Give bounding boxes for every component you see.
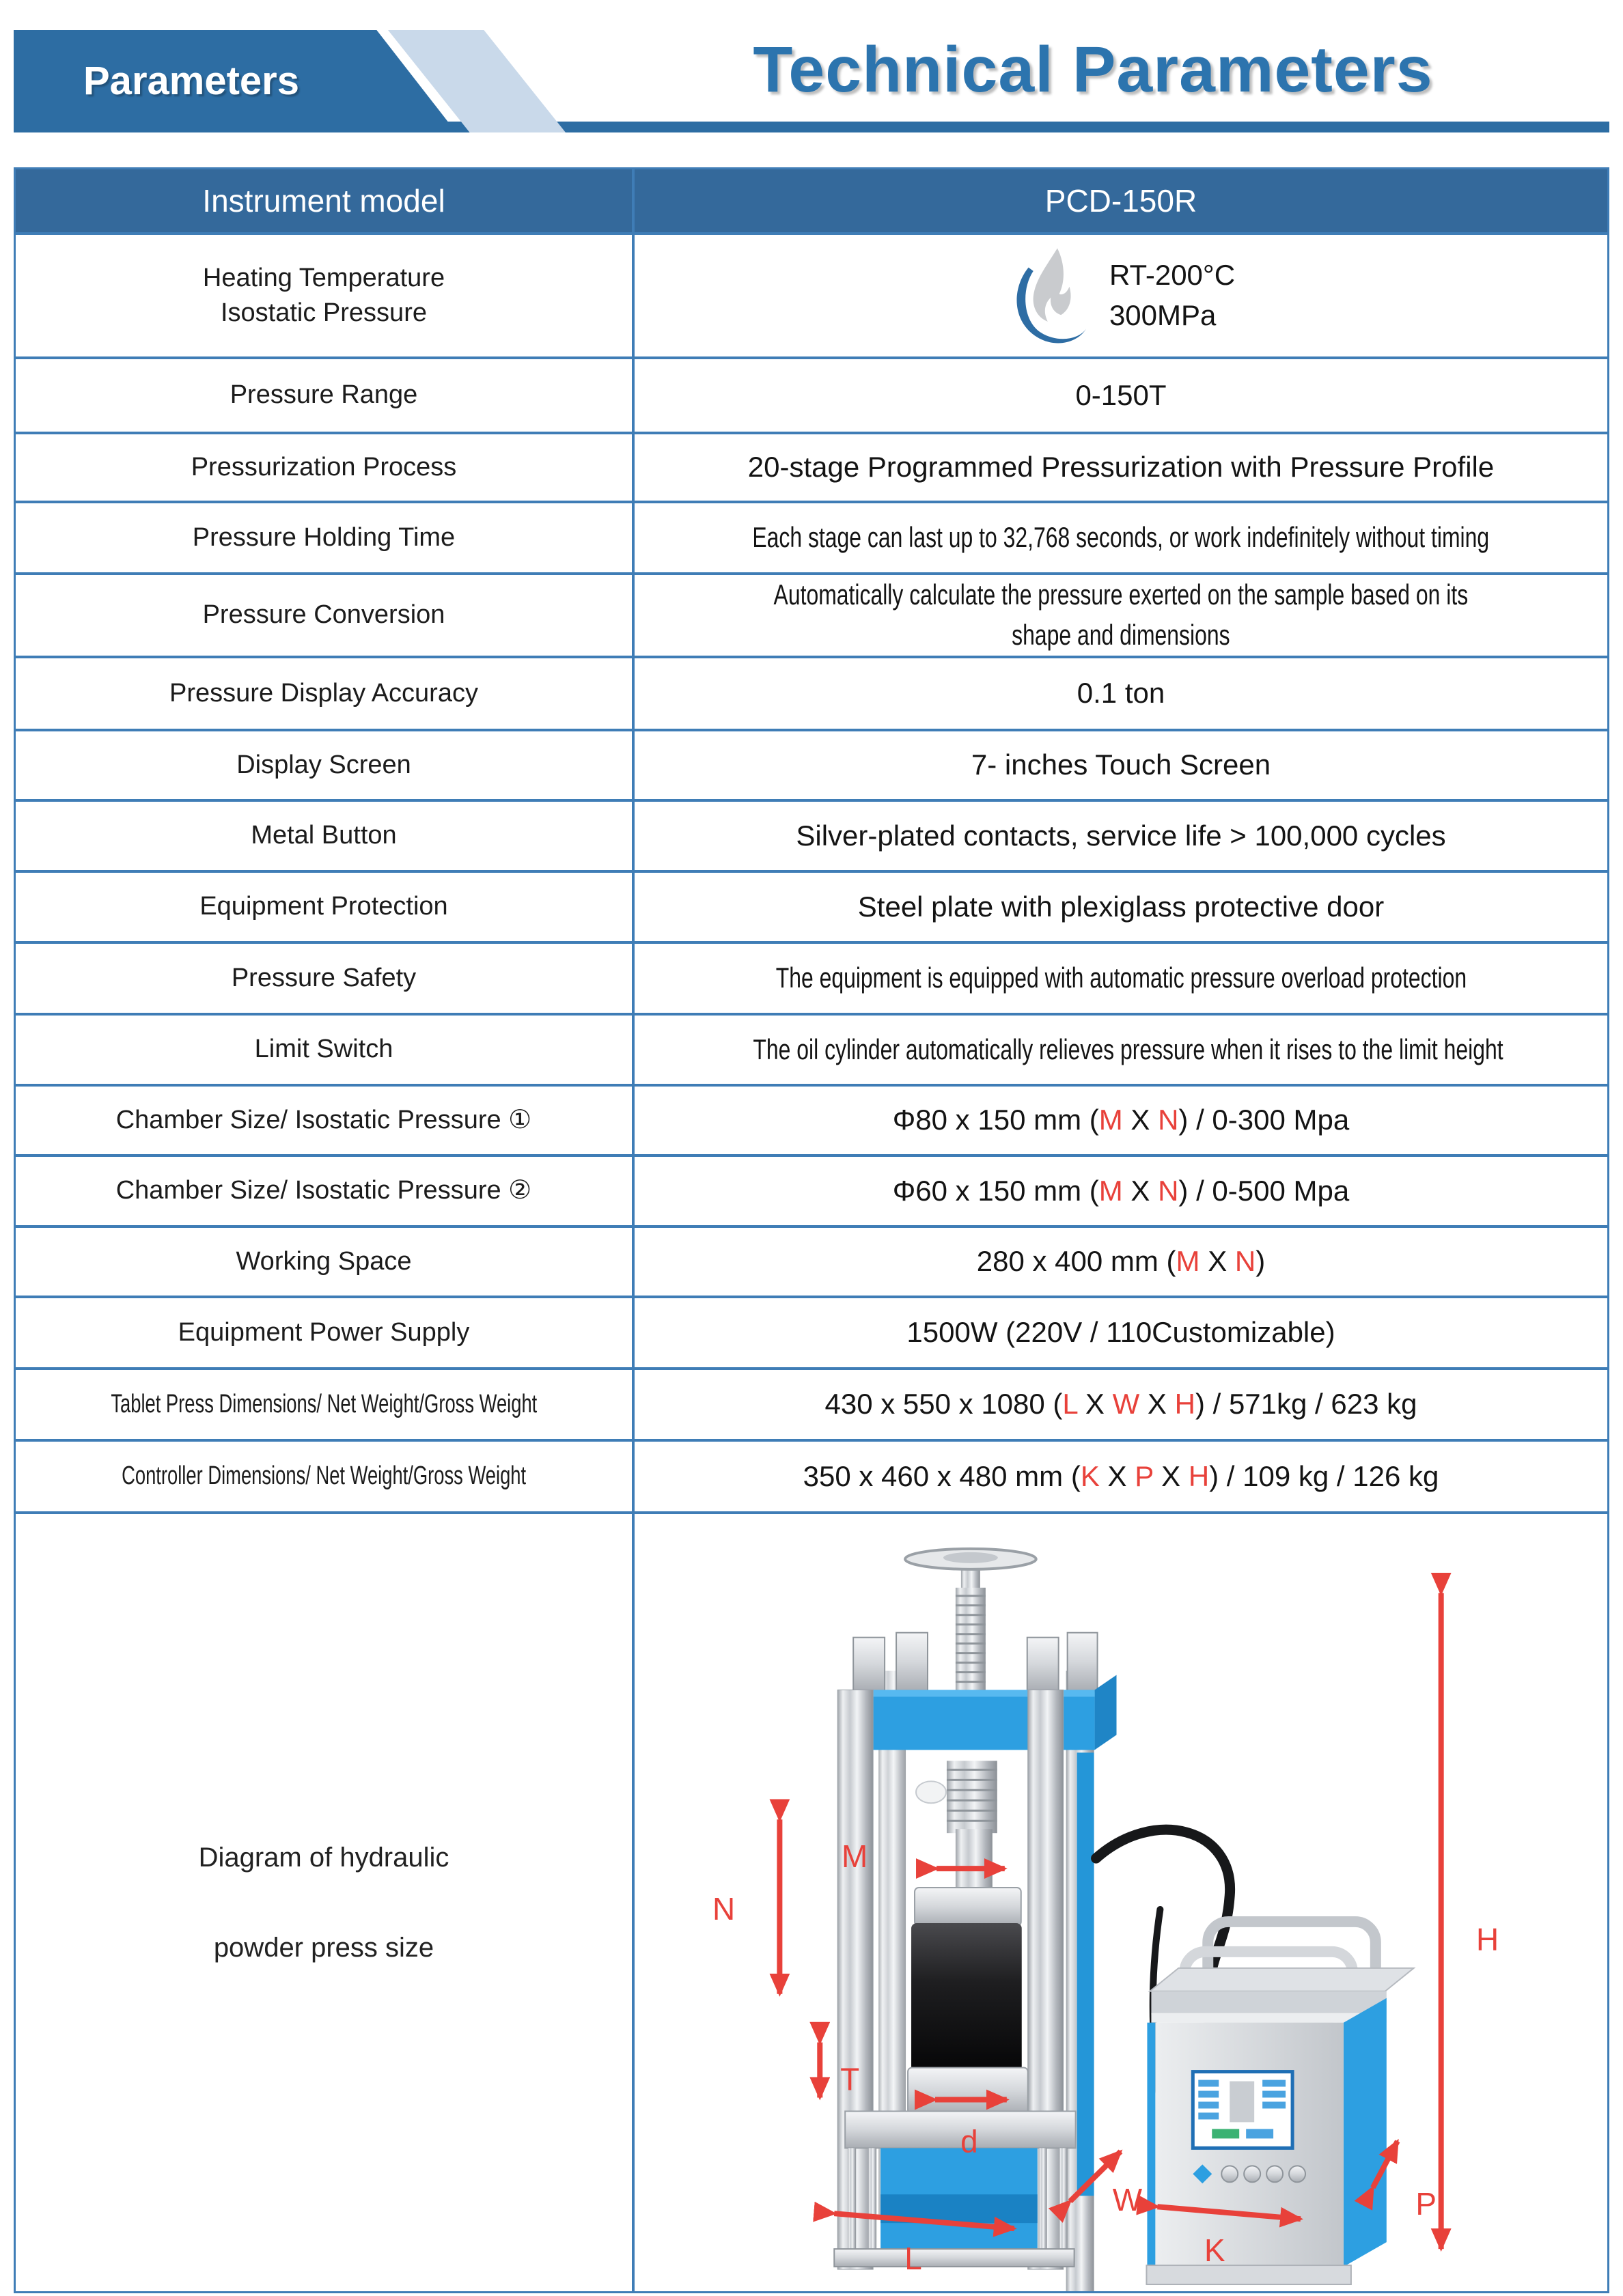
row-label: Pressure Safety bbox=[16, 944, 635, 1013]
row-value: Each stage can last up to 32,768 seconds, or work indefinitely without timing bbox=[752, 521, 1490, 554]
row-label: Working Space bbox=[16, 1228, 635, 1296]
dimension-label-t: T bbox=[840, 2061, 860, 2097]
row-label: Tablet Press Dimensions/ Net Weight/Gross Weight bbox=[16, 1370, 635, 1439]
diagram-label-line2: powder press size bbox=[213, 1933, 434, 1963]
table-row bbox=[16, 572, 1607, 656]
sample-mold bbox=[908, 1923, 1028, 2114]
row-value: 0-150T bbox=[1075, 378, 1167, 411]
row-value: Φ60 x 150 mm (M X N) / 0-500 Mpa bbox=[892, 1174, 1350, 1207]
row-value: The equipment is equipped with automatic pressure overload protection bbox=[775, 962, 1467, 994]
table-row bbox=[16, 356, 1607, 432]
row-label: Pressure Display Accuracy bbox=[16, 658, 635, 729]
row-value: Silver-plated contacts, service life > 100,000 cycles bbox=[796, 819, 1446, 852]
table-row bbox=[16, 1439, 1607, 1511]
row-label: Pressure Range bbox=[16, 359, 635, 432]
row-label: Metal Button bbox=[16, 802, 635, 870]
table-row bbox=[16, 656, 1607, 729]
table-row bbox=[16, 1013, 1607, 1084]
row-label: Chamber Size/ Isostatic Pressure ② bbox=[16, 1157, 635, 1225]
row-value: 0.1 ton bbox=[1077, 677, 1165, 710]
row-label: Pressure Holding Time bbox=[16, 503, 635, 572]
row-label: Equipment Protection bbox=[16, 873, 635, 941]
table-row bbox=[16, 729, 1607, 799]
row-label: Heating Temperature Isostatic Pressure bbox=[16, 235, 635, 356]
row-value: The oil cylinder automatically relieves pressure when it rises to the limit height bbox=[753, 1033, 1503, 1065]
dimension-label-h: H bbox=[1475, 1921, 1499, 1957]
flame-icon bbox=[1007, 244, 1097, 347]
row-value: 7- inches Touch Screen bbox=[971, 748, 1271, 781]
table-row bbox=[16, 1367, 1607, 1439]
diagram-cell bbox=[635, 1514, 1607, 2291]
parameters-table bbox=[14, 167, 1609, 2293]
diagram-label-line1: Diagram of hydraulic bbox=[198, 1843, 449, 1873]
table-row bbox=[16, 432, 1607, 501]
row-label: Pressure Conversion bbox=[16, 575, 635, 656]
controller-side-panel bbox=[1344, 1998, 1387, 2267]
dimension-label-w: W bbox=[1112, 2182, 1143, 2218]
press-rear-blue-panel bbox=[1077, 1752, 1094, 2196]
row-value: RT-200°C 300MPa bbox=[635, 235, 1607, 356]
row-value: 1500W (220V / 110Customizable) bbox=[906, 1316, 1335, 1349]
row-value: 430 x 550 x 1080 (L X W X H) / 571kg / 623 kg bbox=[824, 1388, 1417, 1420]
row-value: 280 x 400 mm (M X N) bbox=[976, 1245, 1266, 1278]
table-row bbox=[16, 501, 1607, 572]
dimension-label-d: d bbox=[960, 2123, 978, 2159]
table-row bbox=[16, 1225, 1607, 1296]
dimension-label-p: P bbox=[1415, 2186, 1437, 2222]
table-row bbox=[16, 1084, 1607, 1154]
table-row bbox=[16, 1154, 1607, 1225]
press-machine bbox=[834, 1549, 1116, 2291]
row-value: Steel plate with plexiglass protective door bbox=[857, 890, 1385, 923]
row-value: Automatically calculate the pressure exerted on the sample based on its shape and dimensions bbox=[773, 578, 1469, 651]
table-row bbox=[16, 232, 1607, 356]
hand-wheel-icon bbox=[905, 1549, 1036, 1591]
row-label: Chamber Size/ Isostatic Pressure ① bbox=[16, 1087, 635, 1154]
diagram-row bbox=[16, 1511, 1607, 2291]
press-size-diagram bbox=[635, 1514, 1607, 2291]
row-value: 20-stage Programmed Pressurization with Pressure Profile bbox=[747, 451, 1495, 484]
row-label: Controller Dimensions/ Net Weight/Gross Weight bbox=[16, 1442, 635, 1511]
table-row bbox=[16, 799, 1607, 870]
controller-base bbox=[1146, 2265, 1350, 2284]
dimension-label-k: K bbox=[1204, 2232, 1225, 2269]
row-label: Pressurization Process bbox=[16, 434, 635, 501]
row-label: Limit Switch bbox=[16, 1016, 635, 1084]
dimension-label-l: L bbox=[904, 2241, 922, 2277]
table-row bbox=[16, 1296, 1607, 1367]
row-value: 350 x 460 x 480 mm (K X P X H) / 109 kg / 126 kg bbox=[803, 1459, 1439, 1492]
row-label: Display Screen bbox=[16, 731, 635, 799]
table-row bbox=[16, 941, 1607, 1013]
ribbon-label: Parameters bbox=[83, 59, 299, 103]
header-label-cell: Instrument model bbox=[16, 169, 635, 232]
row-label: Equipment Power Supply bbox=[16, 1298, 635, 1367]
controller-unit bbox=[1146, 1922, 1413, 2284]
controller-lid bbox=[1150, 1968, 1413, 1991]
press-screw bbox=[956, 1588, 986, 1692]
row-value: Φ80 x 150 mm (M X N) / 0-300 Mpa bbox=[892, 1104, 1350, 1136]
press-piston-assembly bbox=[915, 1761, 1021, 1926]
page-title: Technical Parameters bbox=[753, 33, 1433, 106]
dimension-label-m: M bbox=[842, 1838, 868, 1875]
diagram-row-label bbox=[16, 1514, 635, 2291]
dimension-label-n: N bbox=[712, 1890, 736, 1927]
table-header-row bbox=[16, 169, 1607, 232]
controller-screen bbox=[1193, 2072, 1292, 2148]
header-value-cell: PCD-150R bbox=[1044, 183, 1197, 219]
table-row bbox=[16, 870, 1607, 941]
